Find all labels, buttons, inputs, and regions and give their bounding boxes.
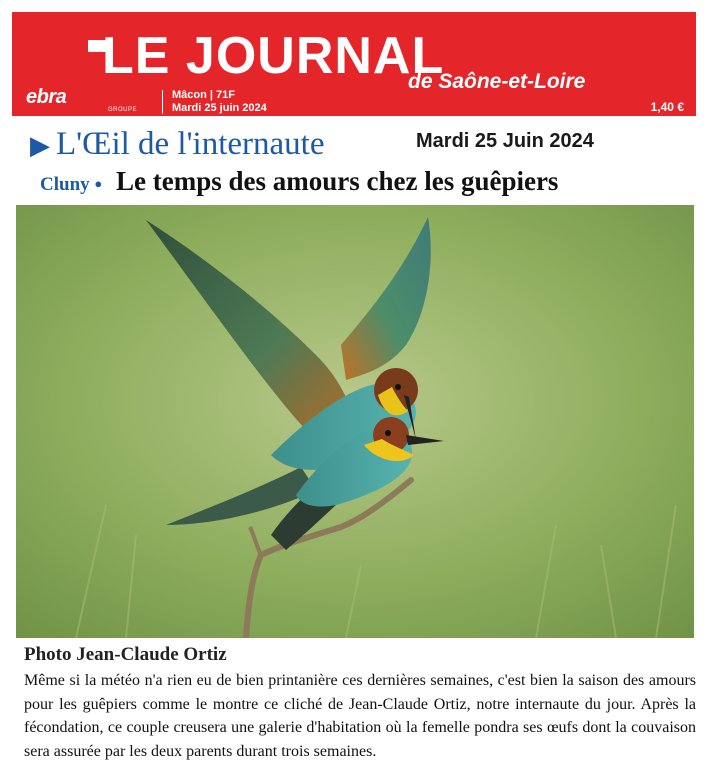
- bullet-icon: ●: [94, 176, 103, 191]
- price: 1,40 €: [650, 100, 684, 114]
- article-body: Même si la météo n'a rien eu de bien printanière ces dernières semaines, c'est bien la saison des amours pour les guêpiers comme le montre ce cliché de Jean-Claude Ortiz, notre internaute du jour. Après la fécondation, ce couple creusera une galerie d'habitation où la femelle pondra ses œufs dont la couvaison sera assurée par les deux parents durant trois semaines.: [24, 672, 696, 760]
- location-tag: [40, 174, 102, 196]
- ebra-group-label: GROUPE: [108, 107, 138, 113]
- edition-date: Mardi 25 juin 2024: [172, 102, 267, 114]
- issue-date: Mardi 25 Juin 2024: [416, 130, 594, 152]
- play-arrow-icon: ▶: [30, 131, 50, 160]
- article-headline: Le temps des amours chez les guêpiers: [116, 166, 559, 196]
- location-name: Cluny: [40, 174, 90, 195]
- rubric-name: L'Œil de l'internaute: [56, 126, 325, 162]
- edition-city: Mâcon | 71F: [172, 89, 235, 101]
- ebra-group-logo: ebra: [26, 86, 67, 108]
- masthead: [12, 12, 696, 116]
- masthead-divider: [162, 90, 163, 114]
- rubric-banner: [18, 126, 356, 164]
- photo-credit: Photo Jean-Claude Ortiz: [24, 644, 227, 665]
- newspaper-subtitle: de Saône-et-Loire: [408, 70, 586, 93]
- bee-eater-photo: [16, 205, 694, 638]
- newspaper-title: LE JOURNAL: [102, 27, 445, 85]
- edition-info: [172, 89, 267, 115]
